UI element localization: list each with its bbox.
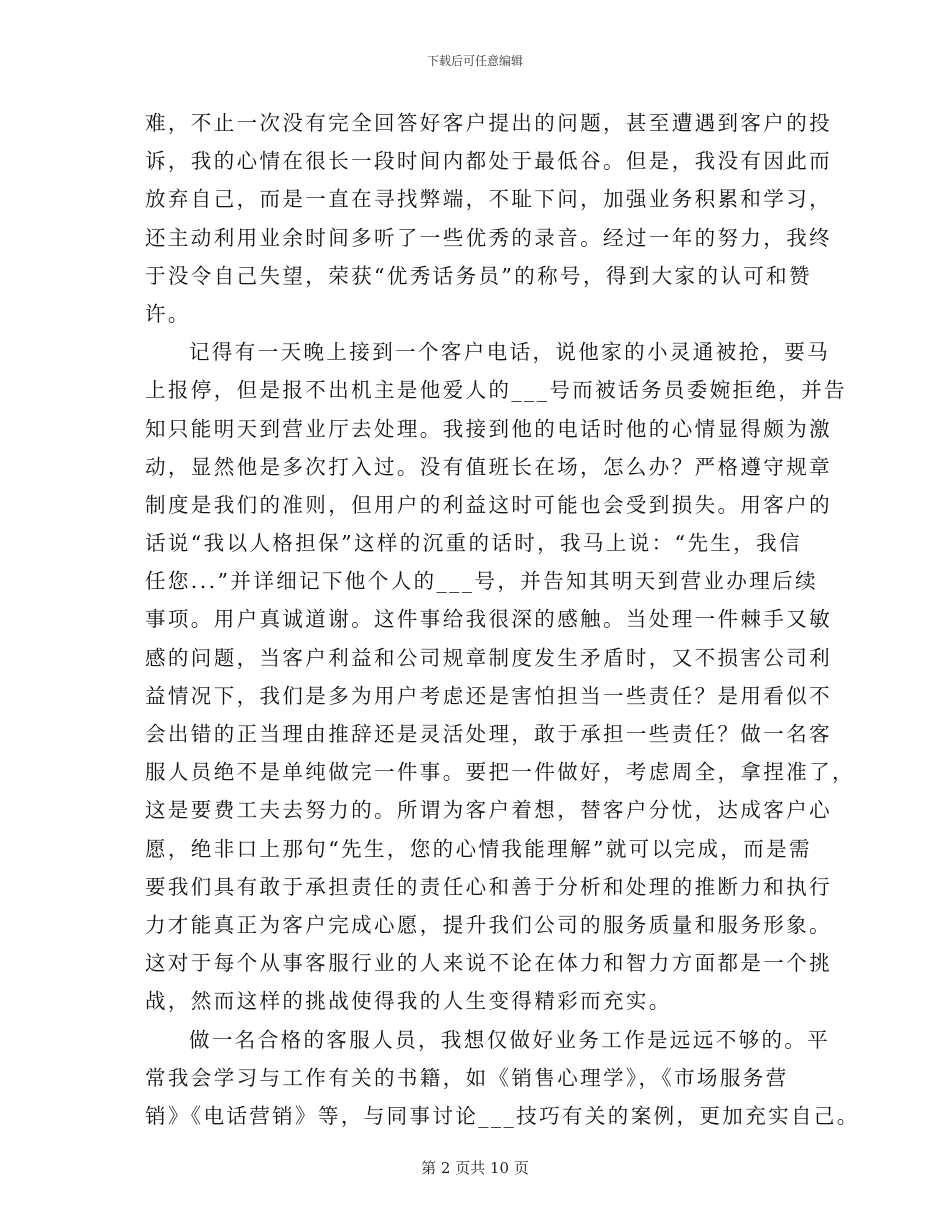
page-number: 第 2 页共 10 页	[421, 1159, 529, 1177]
text-line: 力才能真正为客户完成心愿，提升我们公司的服务质量和服务形象。	[145, 912, 832, 937]
text-line: 感的问题，当客户利益和公司规章制度发生矛盾时，又不损害公司利	[145, 645, 832, 670]
text-line: 话说“我以人格担保”这样的沉重的话时，我马上说：“先生，我信	[145, 531, 802, 556]
text-line: 知只能明天到营业厅去处理。我接到他的电话时他的心情显得颇为激	[145, 416, 832, 441]
text-line: 难，不止一次没有完全回答好客户提出的问题，甚至遭遇到客户的投	[145, 111, 832, 135]
text-line: 销》《电话营销》等，与同事讨论___技巧有关的案例，更加充实自己。	[145, 1103, 860, 1128]
text-line: 常我会学习与工作有关的书籍，如《销售心理学》，《市场服务营	[145, 1065, 789, 1090]
page-header: 下载后可任意编辑	[426, 54, 523, 68]
text-line: 战，然而这样的挑战使得我的人生变得精彩而充实。	[145, 989, 672, 1014]
text-line: 于没令自己失望，荣获“优秀话务员”的称号，得到大家的认可和赞	[145, 263, 812, 288]
text-line: 服人员绝不是单纯做完一件事。要把一件做好，考虑周全，拿捏准了，	[145, 760, 855, 785]
text-line: 要我们具有敢于承担责任的责任心和善于分析和处理的推断力和执行	[145, 874, 832, 899]
text-line: 动，显然他是多次打入过。没有值班长在场，怎么办？严格遵守规章	[145, 454, 832, 479]
text-line: 诉，我的心情在很长一段时间内都处于最低谷。但是，我没有因此而	[145, 149, 832, 174]
text-line: 事项。用户真诚道谢。这件事给我很深的感触。当处理一件棘手又敏	[145, 607, 832, 632]
text-line: 做一名合格的客服人员，我想仅做好业务工作是远远不够的。平	[189, 1027, 831, 1052]
text-line: 愿，绝非口上那句“先生，您的心情我能理解”就可以完成，而是需	[145, 836, 812, 861]
text-line: 益情况下，我们是多为用户考虑还是害怕担当一些责任？是用看似不	[145, 683, 832, 708]
paragraph	[145, 333, 855, 1020]
text-line: 这是要费工夫去努力的。所谓为客户着想，替客户分忧，达成客户心	[145, 798, 832, 823]
text-line: 许。	[145, 301, 191, 326]
text-line: 放弃自己，而是一直在寻找弊端，不耻下问，加强业务积累和学习，	[145, 187, 832, 212]
paragraph	[145, 1021, 860, 1136]
text-line: 上报停，但是报不出机主是他爱人的___号而被话务员委婉拒绝，并告	[145, 378, 848, 403]
text-line: 还主动利用业余时间多听了一些优秀的录音。经过一年的努力，我终	[145, 225, 832, 250]
text-line: 记得有一天晚上接到一个客户电话，说他家的小灵通被抢，要马	[189, 340, 831, 365]
text-line: 任您...”并详细记下他个人的___号，并告知其明天到营业办理后续	[145, 569, 818, 594]
paragraph	[145, 104, 835, 333]
text-line: 这对于每个从事客服行业的人来说不论在体力和智力方面都是一个挑	[145, 951, 832, 976]
text-line: 制度是我们的准则，但用户的利益这时可能也会受到损失。用客户的	[145, 492, 832, 517]
document-body	[145, 104, 860, 1135]
text-line: 会出错的正当理由推辞还是灵活处理，敢于承担一些责任？做一名客	[145, 722, 832, 746]
